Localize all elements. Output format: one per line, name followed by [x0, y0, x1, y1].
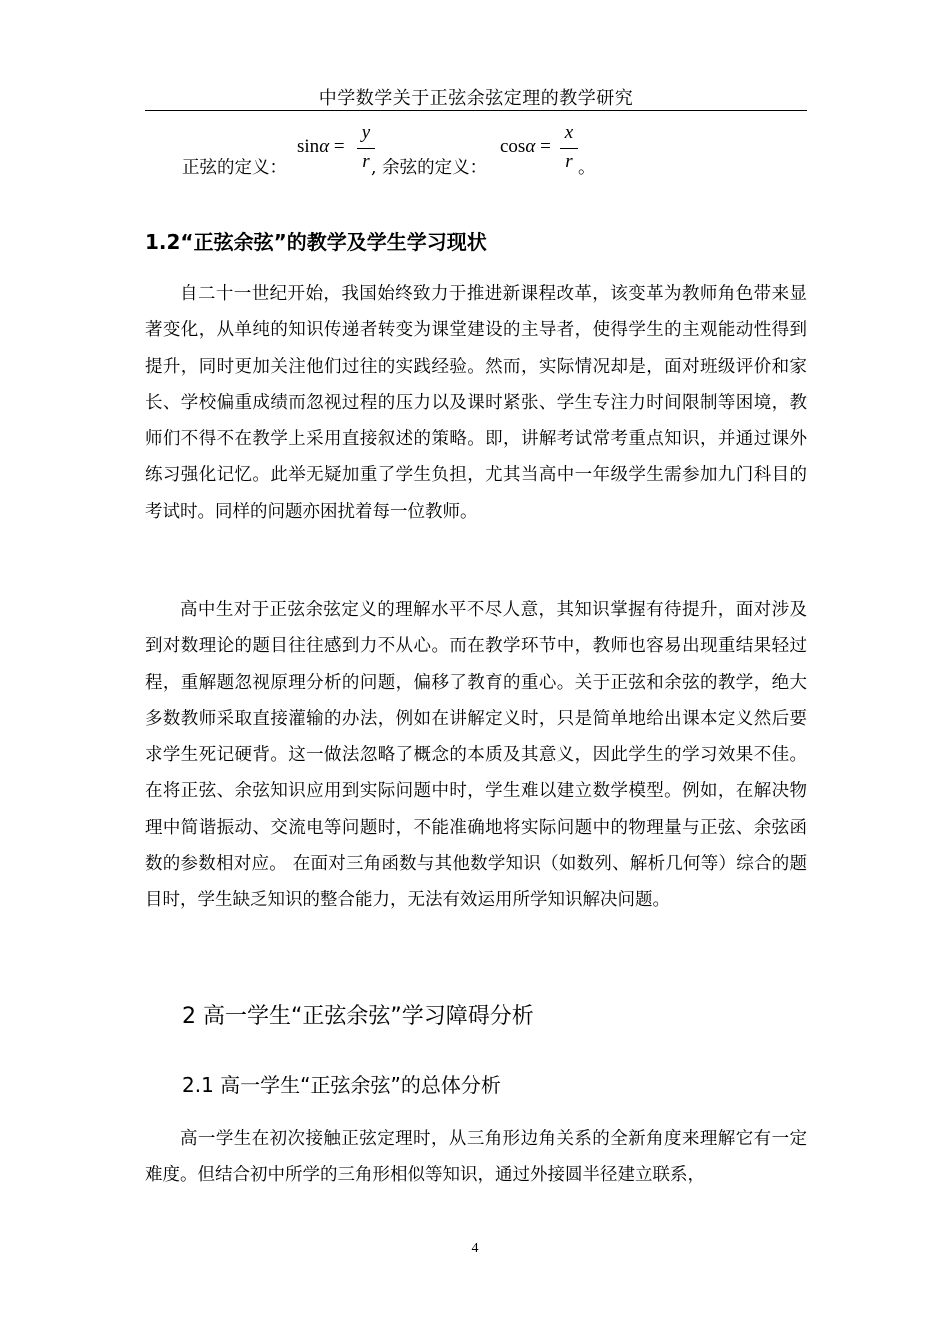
section-1-2-heading: 1.2“正弦余弦”的教学及学生学习现状 — [145, 230, 487, 254]
sin-numerator: y — [361, 122, 371, 143]
cos-formula-lhs — [500, 136, 551, 158]
page-number: 4 — [471, 1241, 479, 1256]
cos-definition-label: , 余弦的定义： — [371, 158, 488, 178]
sin-denominator: r — [362, 151, 370, 172]
section-1-2-paragraph-1: 自二十一世纪开始，我国始终致力于推进新课程改革，该变革为教师角色带来显著变化，从单纯的知识传递者转变为课堂建设的主导者，使得学生的主观能动性得到提升，同时更加关注他们过往的实践经验。然而，实际情况却是，面对班级评价和家长、学校偏重成绩而忽视过程的压力以及课时紧张、学生专注力时间限制等困境，教师们不得不在教学上采用直接叙述的策略。即，讲解考试常考重点知识，并通过课外练习强化记忆。此举无疑加重了学生负担，尤其当高中一年级学生需参加九门科目的考试时。同样的问题亦困扰着每一位教师。 — [145, 284, 807, 522]
cos-function: cos — [500, 136, 526, 157]
cos-denominator: r — [565, 151, 573, 172]
sin-definition-label: 正弦的定义： — [182, 158, 287, 178]
cos-equals: = — [535, 136, 551, 157]
section-1-2-paragraph-2: 高中生对于正弦余弦定义的理解水平不尽人意，其知识掌握有待提升，面对涉及到对数理论的题目往往感到力不从心。而在教学环节中，教师也容易出现重结果轻过程，重解题忽视原理分析的问题，偏移了教育的重心。关于正弦和余弦的教学，绝大多数教师采取直接灌输的办法，例如在讲解定义时，只是简单地给出课本定义然后要求学生死记硬背。这一做法忽略了概念的本质及其意义，因此学生的学习效果不佳。在将正弦、余弦知识应用到实际问题中时，学生难以建立数学模型。例如，在解决物理中简谐振动、交流电等问题时，不能准确地将实际问题中的物理量与正弦、余弦函数的参数相对应。 在面对三角函数与其他数学知识（如数列、解析几何等）综合的题目时，学生缺乏知识的整合能力，无法有效运用所学知识解决问题。 — [145, 600, 807, 911]
sin-alpha: α — [319, 136, 330, 157]
sin-equals: = — [329, 136, 345, 157]
definition-end-punct: 。 — [578, 158, 596, 178]
header-rule — [145, 110, 807, 111]
cos-fraction — [560, 122, 578, 173]
sin-formula-lhs — [297, 136, 345, 158]
section-2-heading: 2 高一学生“正弦余弦”学习障碍分析 — [182, 1004, 534, 1029]
cos-numerator: x — [564, 122, 574, 143]
definition-line — [145, 122, 807, 182]
cos-alpha: α — [525, 136, 536, 157]
section-2-1-heading: 2.1 高一学生“正弦余弦”的总体分析 — [182, 1073, 501, 1097]
sin-fraction-bar — [357, 148, 375, 149]
sin-function: sin — [297, 136, 320, 157]
running-header: 中学数学关于正弦余弦定理的教学研究 — [318, 88, 634, 109]
section-2-1-paragraph-1: 高一学生在初次接触正弦定理时，从三角形边角关系的全新角度来理解它有一定难度。但结合初中所学的三角形相似等知识，通过外接圆半径建立联系， — [145, 1129, 807, 1186]
cos-fraction-bar — [560, 148, 578, 149]
